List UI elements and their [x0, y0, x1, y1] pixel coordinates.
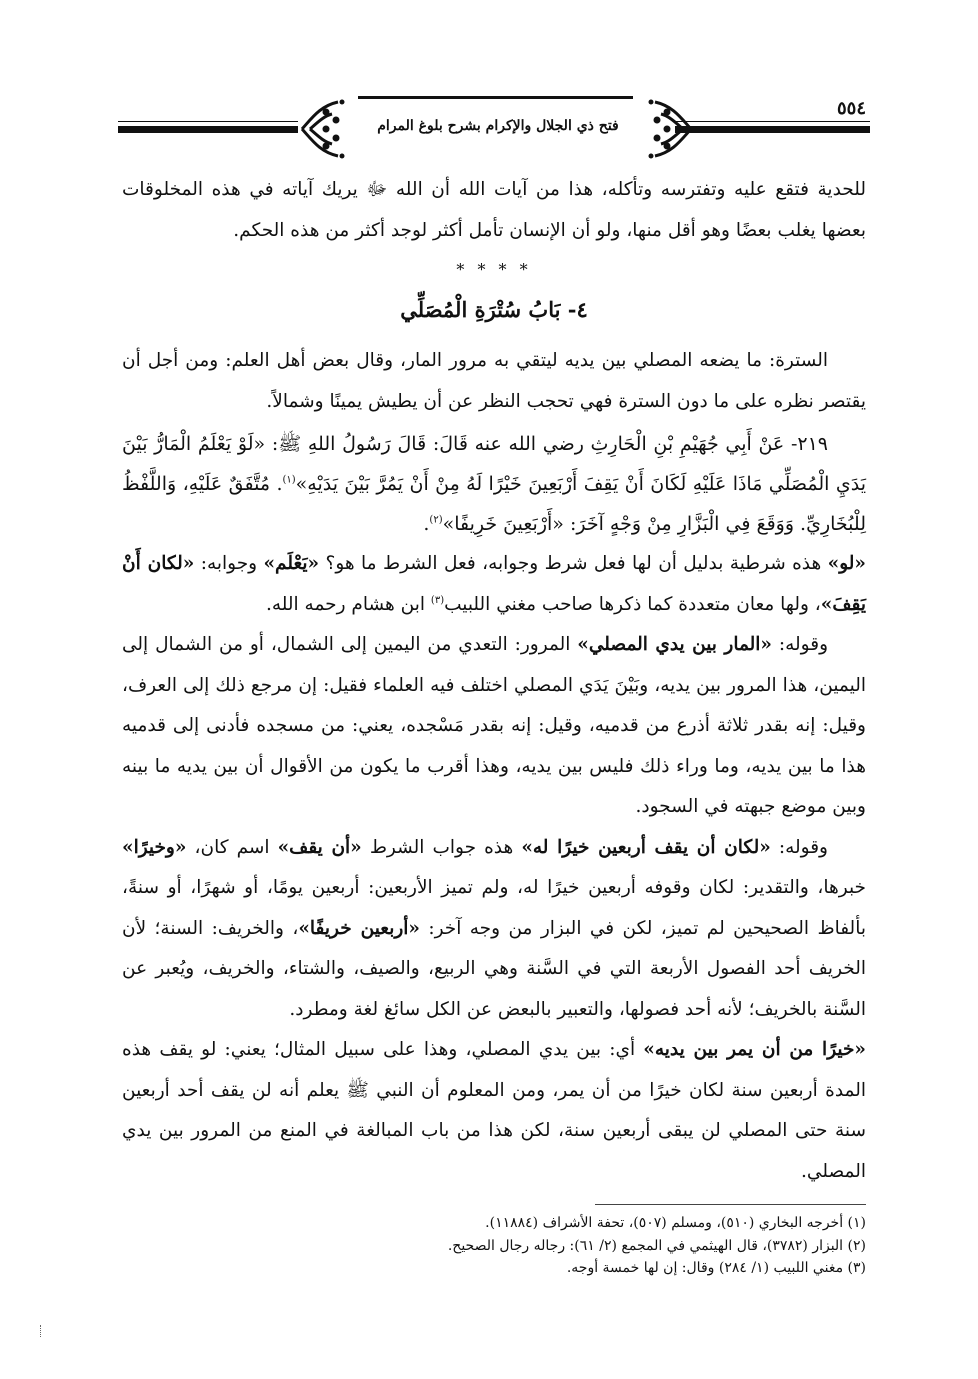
paragraph-text: المرور: التعدي من اليمين إلى الشمال، أو من الشمال إلى اليمين، هذا المرور بين يديه، وبَيْنَ يَدَي المصلي اختلف فيه العلماء فقيل: إن مرجع ذلك إلى العرف، وقيل: إنه بقدر ثلاثة أذرع من قدميه، وقيل: إنه بقدر مَسْجده، يعني: من مسجده فأدنى إلى قدميه هذا ما بين يديه، وما وراء ذلك فليس بين يديه، وهذا أقرب ما يكون من الأقوال أن بين يديه ما بينه وبين موضع جبهته في السجود.: [122, 634, 866, 817]
commentary-paragraph: [122, 544, 866, 625]
footnote-3: (٣) مغني اللبيب (١/ ٢٨٤) وقال: إن لها خمسة أوجه.: [566, 1260, 866, 1276]
arabesque-ornament-icon: [643, 98, 695, 160]
footnote-1: (١) أخرجه البخاري (٥١٠)، ومسلم (٥٠٧)، تحفة الأشراف (١١٨٨٤).: [485, 1215, 866, 1231]
footnote-ref-2[interactable]: (٢): [429, 514, 443, 526]
paragraph-text: اسم كان،: [186, 836, 278, 858]
chapter-title: ٤- بَابُ سُتْرَةِ الْمُصَلِّي: [400, 297, 588, 322]
bold-term: «وخيرًا»: [122, 836, 187, 858]
paragraph-text: وقوله:: [770, 836, 828, 858]
commentary-paragraph: [122, 828, 866, 1031]
paragraph-text: وقوله:: [772, 634, 829, 655]
scan-artifact: [40, 1325, 44, 1337]
header-left-rule: [118, 126, 298, 133]
paragraph-text: ابن هشام رحمه الله.: [265, 593, 431, 615]
footnote-ref-1[interactable]: (١): [282, 474, 296, 486]
section-separator: * * * *: [456, 260, 532, 279]
arabesque-ornament-icon: [298, 98, 350, 160]
page-number: ٥٥٤: [836, 98, 866, 119]
header-right-rule: [675, 126, 870, 133]
paragraph-text: هذه جواب الشرط: [361, 836, 522, 858]
bold-term: «لكان أن يقف أربعين خيرًا له»: [521, 836, 771, 858]
hadith-end: .: [423, 513, 430, 535]
header-top-rule: [358, 96, 633, 99]
hadith-text: «لَوْ يَعْلَمُ الْمَارُّ بَيْنَ يَدَيِ الْمُصَلِّي مَاذَا عَلَيْهِ لَكَانَ أَنْ يَقِفَ أَرْبَعِينَ خَيْرًا لَهُ مِنْ أَنْ يَمُرَّ بَيْنَ يَدَيْهِ»: [122, 433, 866, 495]
bold-term: «المار بين يدي المصلي»: [577, 634, 772, 655]
intro-paragraph: للحدية فتقع عليه وتفترسه وتأكله، هذا من آيات الله أن الله ﷻ يريك آياته في هذه المخلوقات بعضها يغلب بعضًا وهو أقل منها، ولو أن الإنسان تأمل أكثر لوجد أكثر من هذه الحكم.: [122, 179, 866, 241]
commentary-paragraph: [122, 625, 866, 828]
hadith-narrator: ٢١٩- عَنْ أَبِي جُهَيْمِ بْنِ الْحَارِثِ رضي الله عنه قَالَ: قَالَ رَسُولُ اللهِ ﷺ:: [271, 433, 828, 455]
footnote-separator: [595, 1204, 866, 1205]
bold-term: «خيرًا من أن يمر بين يديه»: [643, 1039, 866, 1060]
bold-term: «يَعْلَم»: [263, 553, 320, 574]
paragraph-text: خبرها، والتقدير: لكان وقوفه أربعين خيرًا له، ولم تميز الأربعين: أربعين يومًا، أو شهرًا، أو سنةً، بألفاظ الصحيحين لم تميز، لكن في البزار من وجه آخر:: [122, 877, 866, 939]
bold-term: «أن يقف»: [277, 836, 362, 858]
bold-term: «لو»: [827, 553, 866, 574]
commentary-paragraph: [122, 1030, 866, 1192]
paragraph-text: أي: بين يدي المصلي، وهذا على سبيل المثال؛ يعني: لو يقف هذه المدة أربعين سنة لكان خيرًا من أن يمر، ومن المعلوم أن النبي ﷺ يعلم أنه لن يقف أحد أربعين سنة حتى المصلي لن يبقى أربعين سنة، لكن هذا من باب المبالغة في المنع من المرور بين يدي المصلي.: [122, 1039, 866, 1182]
definition-paragraph: السترة: ما يضعه المصلي بين يديه ليتقي به مرور المار، وقال بعض أهل العلم: ومن أجل أن يقتصر نظره على ما دون السترة فهي تحجب النظر عن أن يطيش يمينًا وشمالاً.: [122, 350, 866, 412]
paragraph-text: ، ولها معان متعددة كما ذكرها صاحب مغني اللبيب: [444, 593, 821, 615]
bold-term: «لكان أَنْ يَقِفَ»: [122, 553, 866, 615]
hadith-block: [122, 424, 866, 544]
page-header: [118, 96, 870, 164]
paragraph-text: هذه شرطية بدليل أن لها فعل شرط وجوابه، فعل الشرط ما هو؟: [319, 553, 828, 574]
paragraph-text: ، والخريف: السنة؛ لأن الخريف أحد الفصول الأربعة التي في السَّنة وهي الربيع، والصيف، والشتاء، والخريف، ويُعبر عن السَّنة بالخريف؛ لأنه أحد فصولها، والتعبير بالبعض عن الكل سائغ لغة ومطرد.: [122, 917, 866, 1020]
footnote-2: (٢) البزار (٣٧٨٢)، قال الهيثمي في المجمع (٢/ ٦١): رجاله رجال الصحيح.: [447, 1237, 866, 1254]
hadith-grading: . مُتَّفَقٌ عَلَيْهِ، وَاللَّفْظُ لِلْبُخَارِيِّ. وَوَقَعَ فِي الْبَزَّارِ مِنْ وَجْهٍ آخَرَ: «أَرْبَعِينَ خَرِيفًا»: [122, 473, 866, 535]
footnotes: [300, 1212, 866, 1280]
page-body: [122, 170, 866, 1192]
bold-term: «أربعين خريفًا»: [298, 917, 420, 939]
running-title: فتح ذي الجلال والإكرام بشرح بلوغ المرام: [377, 118, 619, 134]
paragraph-text: وجوابه:: [194, 553, 264, 574]
footnote-ref-3[interactable]: (٣): [430, 594, 445, 606]
